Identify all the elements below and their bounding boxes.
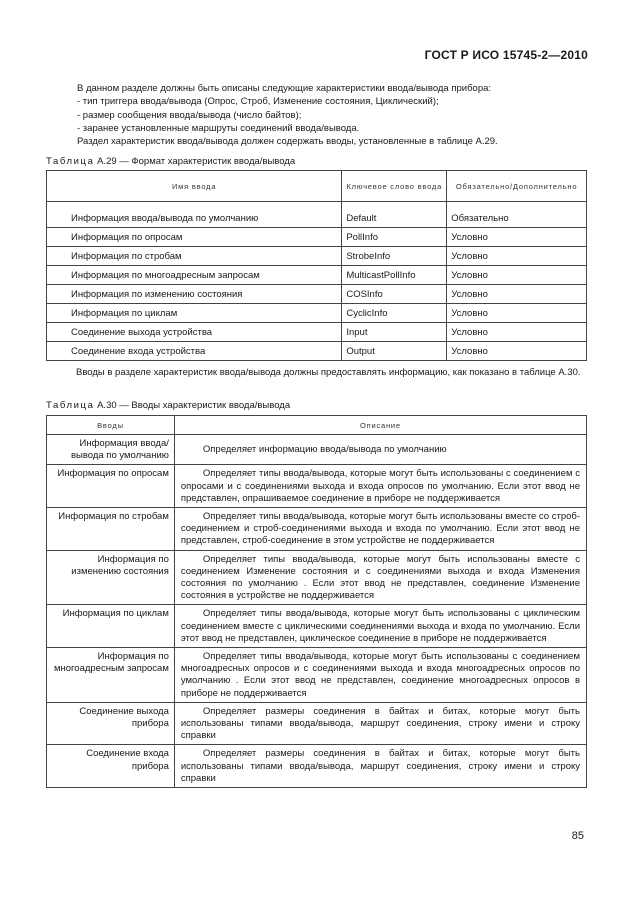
table-row — [47, 202, 587, 228]
column-header: Описание — [174, 416, 586, 435]
intro-line: Раздел характеристик ввода/вывода должен содержать вводы, установленные в таблице А.29. — [77, 136, 498, 148]
table-cell: Информация по многоадресным запросам — [47, 266, 342, 285]
table-cell: Определяет типы ввода/вывода, которые могут быть использованы с соединением с опросами и с соединениями выхода и входа опросов по умолчанию. Если этот ввод не представлен, опрашиваемое соединение в приборе не поддерживается — [174, 465, 586, 508]
caption-text: А.30 — Вводы характеристик ввода/вывода — [97, 400, 291, 411]
table-a29 — [46, 170, 587, 361]
table-cell: Информация ввода/вывода по умолчанию — [47, 435, 175, 465]
table-cell: Информация по изменению состояния — [47, 550, 175, 605]
table-cell: CyclicInfo — [342, 304, 447, 323]
table-cell: Default — [342, 202, 447, 228]
table-row — [47, 247, 587, 266]
table-cell: Output — [342, 342, 447, 361]
table-cell: PollInfo — [342, 228, 447, 247]
table-a30-intro-paragraph: Вводы в разделе характеристик ввода/вывода должны предоставлять информацию, как показано в таблице А.30. — [76, 367, 581, 378]
table-cell: Определяет информацию ввода/вывода по умолчанию — [174, 435, 586, 465]
intro-line: - тип триггера ввода/вывода (Опрос, Строб, Изменение состояния, Циклический); — [77, 96, 439, 108]
intro-line: - заранее установленные маршруты соединений ввода/вывода. — [77, 122, 360, 134]
column-header: Имя ввода — [47, 171, 342, 202]
table-row — [47, 550, 587, 605]
table-cell: Определяет размеры соединения в байтах и битах, которые могут быть использованы типами ввода/вывода, маршрут соединения, строку имени и строку справки — [174, 702, 586, 745]
table-cell: Условно — [447, 228, 587, 247]
intro-text — [77, 82, 587, 148]
table-cell: Информация по многоадресным запросам — [47, 648, 175, 703]
table-cell: Соединение входа прибора — [47, 745, 175, 788]
table-cell: Соединение выхода прибора — [47, 702, 175, 745]
table-cell: Информация по циклам — [47, 605, 175, 648]
table-cell: Input — [342, 323, 447, 342]
table-row — [47, 465, 587, 508]
table-row — [47, 508, 587, 551]
column-header: Вводы — [47, 416, 175, 435]
table-row — [47, 648, 587, 703]
table-cell: Условно — [447, 304, 587, 323]
intro-line: В данном разделе должны быть описаны следующие характеристики ввода/вывода прибора: — [77, 83, 492, 94]
table-a30-caption — [46, 400, 290, 411]
document-header: ГОСТ Р ИСО 15745-2—2010 — [424, 48, 588, 62]
table-row — [47, 342, 587, 361]
caption-text: А.29 — Формат характеристик ввода/вывода — [97, 156, 296, 167]
table-a29-caption — [46, 156, 295, 167]
table-cell: Информация по стробам — [47, 508, 175, 551]
table-row — [47, 285, 587, 304]
intro-line: - размер сообщения ввода/вывода (число байтов); — [77, 109, 302, 121]
table-cell: Условно — [447, 266, 587, 285]
table-row — [47, 745, 587, 788]
table-cell: StrobeInfo — [342, 247, 447, 266]
table-cell: Информация по изменению состояния — [47, 285, 342, 304]
table-cell: Условно — [447, 323, 587, 342]
caption-prefix: Таблица — [46, 400, 95, 411]
table-cell: Условно — [447, 285, 587, 304]
table-row — [47, 605, 587, 648]
table-cell: Определяет типы ввода/вывода, которые могут быть использованы с соединением многоадресных опросов и с соединениями выхода и входа многоадресных опросов по умолчанию . Если этот ввод не представлен, соединение многоадресных опросов в приборе не поддерживается — [174, 648, 586, 703]
table-cell: MulticastPollInfo — [342, 266, 447, 285]
table-cell: Информация ввода/вывода по умолчанию — [47, 202, 342, 228]
column-header: Ключевое слово ввода — [342, 171, 447, 202]
table-cell: Информация по циклам — [47, 304, 342, 323]
table-row — [47, 323, 587, 342]
table-row — [47, 228, 587, 247]
table-cell: Соединение входа устройства — [47, 342, 342, 361]
page-number: 85 — [571, 830, 584, 842]
table-row — [47, 304, 587, 323]
table-cell: Определяет типы ввода/вывода, которые могут быть использованы вместе с соединением Изменение состояния и с соединениями выхода и входа Изменения состояния по умолчанию . Если этот ввод не представлен, соединение Изменение состояния в устройстве не поддерживается — [174, 550, 586, 605]
table-cell: Информация по опросам — [47, 228, 342, 247]
table-cell: Определяет типы ввода/вывода, которые могут быть использованы вместе со строб-соединением и строб-соединениями выхода и входа по умолчанию. Если этот ввод не представлен, строб-соединение в этом устройстве не поддерживается — [174, 508, 586, 551]
table-cell: Условно — [447, 247, 587, 266]
table-cell: Определяет размеры соединения в байтах и битах, которые могут быть использованы типами ввода/вывода, маршрут соединения, строку имени и строку справки — [174, 745, 586, 788]
column-header: Обязательно/Дополнительно — [447, 171, 587, 202]
table-row — [47, 702, 587, 745]
table-cell: COSInfo — [342, 285, 447, 304]
table-cell: Определяет типы ввода/вывода, которые могут быть использованы с циклическим соединением вместе с циклическими соединениями выхода и входа по умолчанию. Если этот ввод не представлен, циклическое соединение в приборе не поддерживается — [174, 605, 586, 648]
table-row — [47, 435, 587, 465]
table-cell: Обязательно — [447, 202, 587, 228]
table-cell: Информация по стробам — [47, 247, 342, 266]
table-a30 — [46, 415, 587, 788]
table-header-row — [47, 171, 587, 202]
table-cell: Условно — [447, 342, 587, 361]
table-cell: Соединение выхода устройства — [47, 323, 342, 342]
caption-prefix: Таблица — [46, 156, 95, 167]
table-header-row — [47, 416, 587, 435]
table-cell: Информация по опросам — [47, 465, 175, 508]
table-row — [47, 266, 587, 285]
